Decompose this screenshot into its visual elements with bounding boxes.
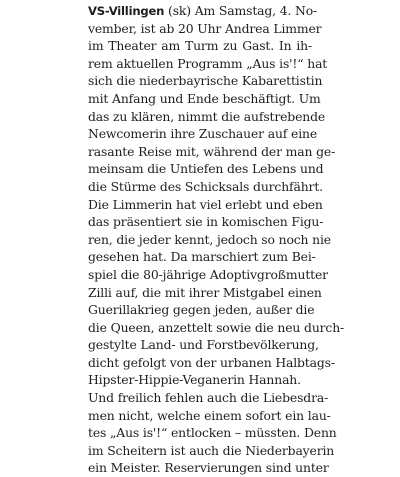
article-line-19: die Queen, anzettelt sowie die neu durch-	[88, 319, 345, 335]
article-line-17: Zilli auf, die mit ihrer Mistgabel einen	[88, 284, 322, 300]
article-line-16: spiel die 80-jährige Adoptivgroßmutter	[88, 266, 328, 282]
article-column	[88, 2, 345, 477]
article-line-18: Guerillakrieg gegen jeden, außer die	[88, 302, 315, 318]
article-line-25: tes „Aus is'!“ entlocken – müssten. Denn	[88, 425, 337, 441]
article-line-20: gestylte Land- und Forstbevölkerung,	[88, 337, 319, 353]
article-line-26: im Scheitern ist auch die Niederbayerin	[88, 442, 335, 458]
article-line-7: das zu klären, nimmt die aufstrebende	[88, 108, 326, 124]
article-line-4: rem aktuellen Programm „Aus is'!“ hat	[88, 55, 328, 71]
article-line-2: vember, ist ab 20 Uhr Andrea Limmer	[88, 20, 322, 36]
article-line-3: im Theater am Turm zu Gast. In ih-	[88, 38, 312, 54]
article-line-1	[88, 2, 318, 20]
article-line-6: mit Anfang und Ende beschäftigt. Um	[88, 90, 321, 106]
article-line-23: Und freilich fehlen auch die Liebesdra-	[88, 390, 329, 406]
article-line-24: men nicht, welche einem sofort ein lau-	[88, 407, 331, 423]
article-line-5: sich die niederbayrische Kabarettistin	[88, 73, 323, 89]
article-line-9: rasante Reise mit, während der man ge-	[88, 143, 336, 159]
dateline-place: VS-Villingen	[88, 4, 165, 18]
article-line-15: gesehen hat. Da marschiert zum Bei-	[88, 249, 316, 265]
article-line-10: meinsam die Untiefen des Lebens und	[88, 161, 324, 177]
article-line-21: dicht gefolgt von der urbanen Halbtags-	[88, 354, 335, 370]
article-line-1-text: (sk) Am Samstag, 4. No-	[164, 3, 318, 18]
article-line-11: die Stürme des Schicksals durchfährt.	[88, 178, 323, 194]
article-line-22: Hipster-Hippie-Veganerin Hannah.	[88, 372, 301, 388]
article-line-13: das präsentiert sie in komischen Figu-	[88, 214, 324, 230]
article-line-12: Die Limmerin hat viel erlebt und eben	[88, 196, 323, 212]
article-line-27: ein Meister. Reservierungen sind unter	[88, 460, 329, 476]
article-line-14: ren, die jeder kennt, jedoch so noch nie	[88, 231, 331, 247]
article-line-8: Newcomerin ihre Zuschauer auf eine	[88, 126, 318, 142]
